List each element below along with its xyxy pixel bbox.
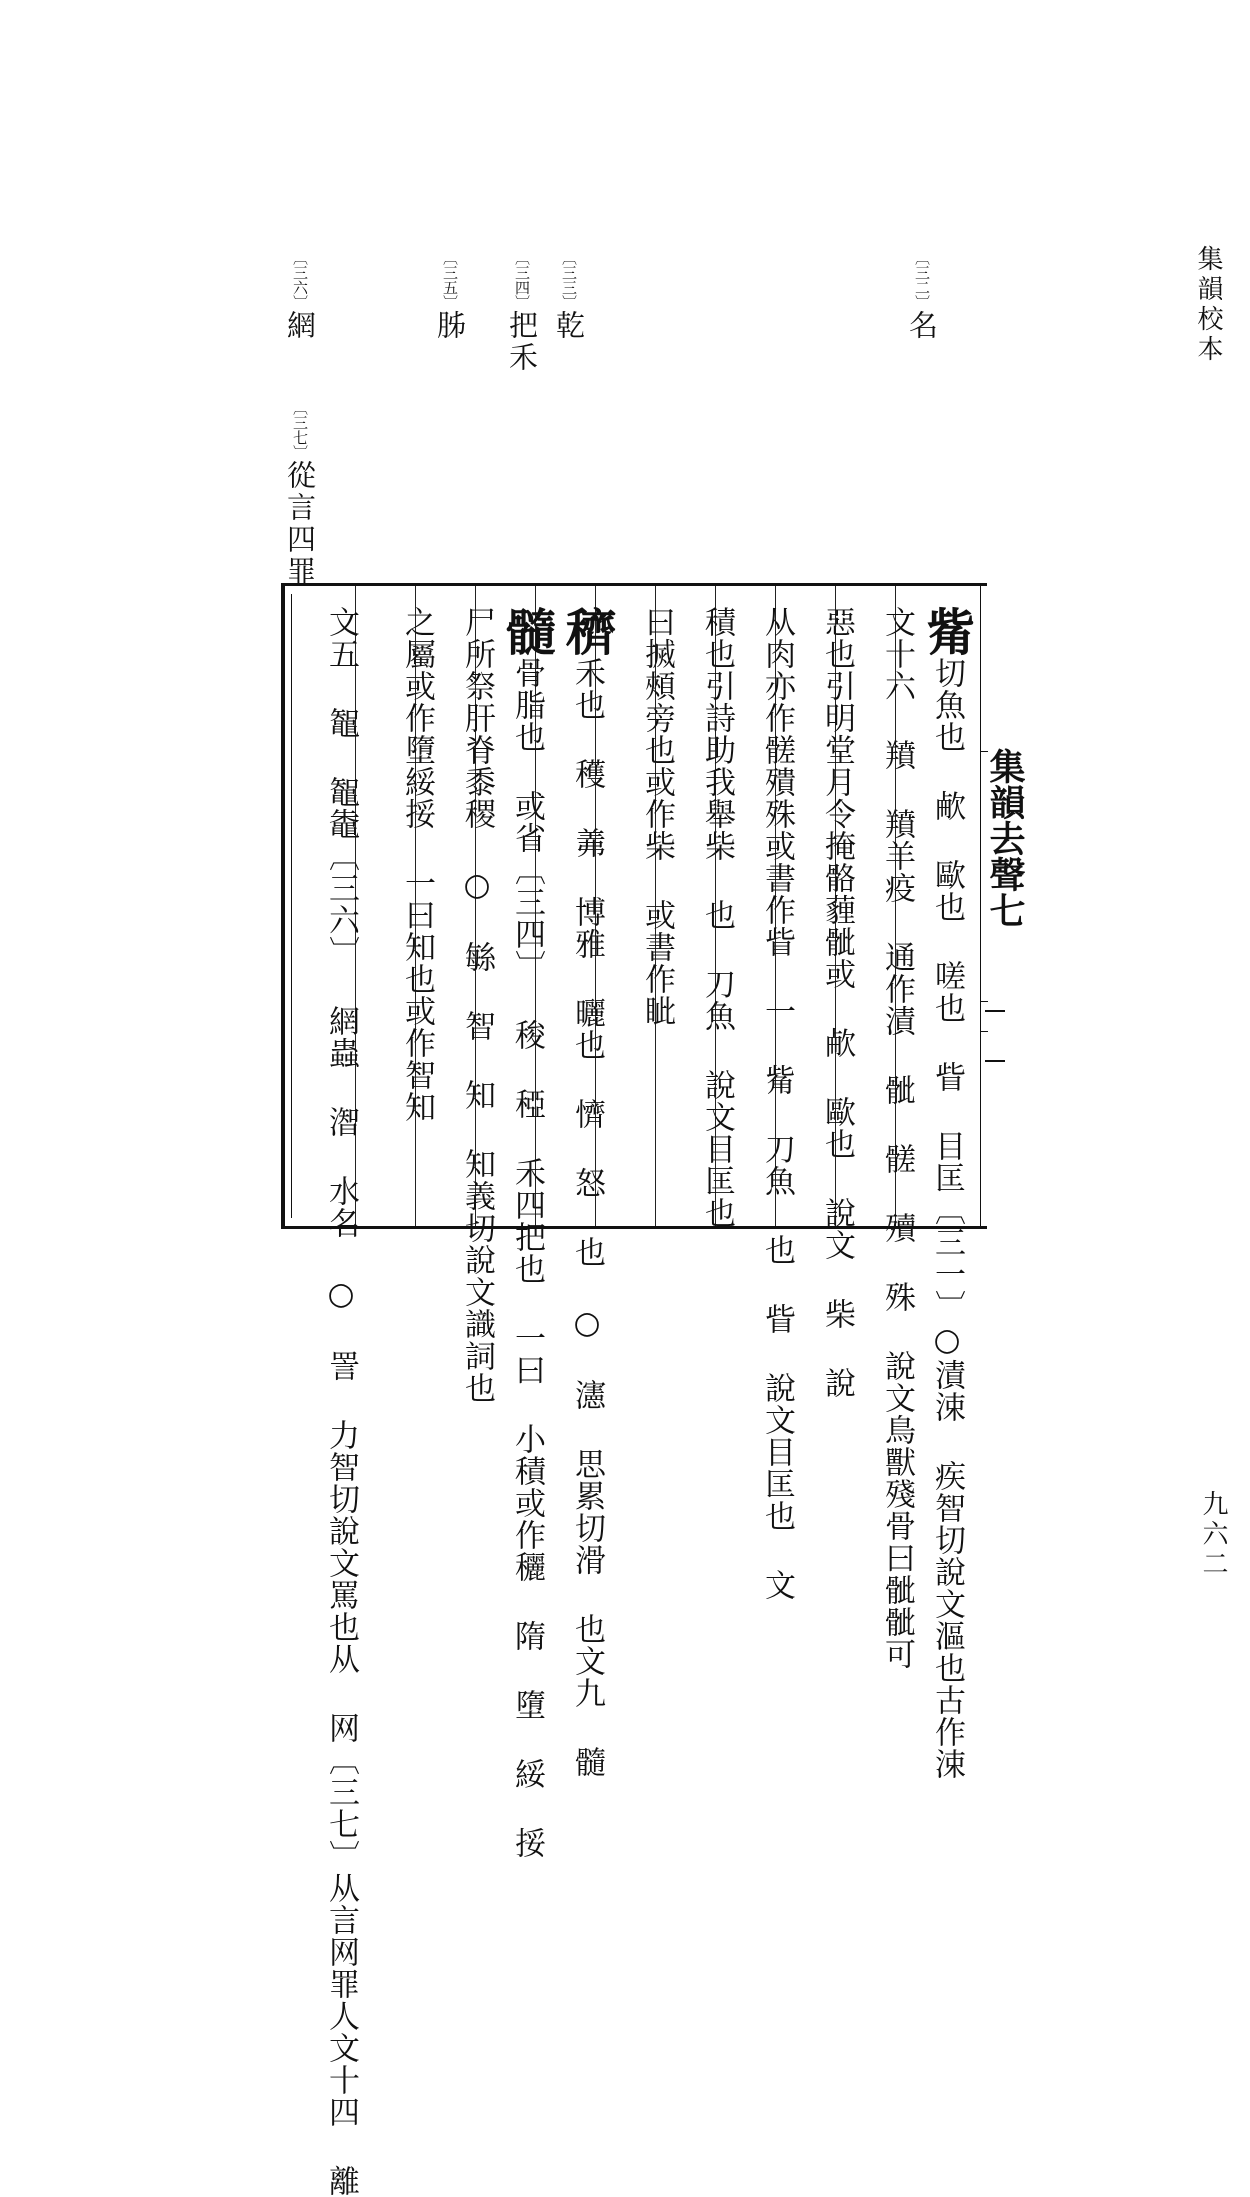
collation-note [905,250,939,342]
running-title: 集韻校本 [1193,245,1223,365]
note-mark: 〔三六〕 [291,250,309,310]
text-column [497,606,557,1859]
column-head: 曰搣 [639,606,675,670]
note-mark: 〔三二〕 [913,250,931,310]
column-rule [595,586,596,1226]
column-rule [475,586,476,1226]
column-head: 惡也 [819,606,855,670]
column-rule [535,586,536,1226]
text-column [917,606,977,1780]
note-mark: 〔三五〕 [441,250,459,310]
column-text: 五 鼅 鼅鼄〔三六〕 網蟲 潪 水名 ○ 詈 力智切說文罵也从 网〔三七〕从言网罪人文十四 離 [323,638,359,2197]
text-column [377,606,437,1211]
column-text: 骨脂也 或省〔三四〕 稄 稏 禾四把也 一曰 小積或作穲 隋 墮 綏 挼 [509,657,545,1859]
column-text: 祭肝脊黍稷 ○ 䋣 智 知 知義切說文識詞也 [459,670,495,1404]
column-text: 引詩助我舉柴 也 刀魚 說文目匡也 [699,670,735,1229]
column-text: 禾也 穫 羛 博雅 曬也 懠 怒 也 ○ 瀗 思累切滑 也文九 髓 [569,657,605,1778]
text-column [857,606,917,1670]
banxin-marks [985,1010,1005,1110]
collation-note [283,250,317,342]
collation-note [552,250,586,342]
column-rule [415,586,416,1226]
note-text: 乾 [552,310,586,342]
column-text: 六 羵 羵羊疫 通作漬 骴 髊 殰 殊 說文鳥獸殘骨曰骴骴可 [879,670,915,1670]
note-text: 把禾 [505,310,539,374]
page-number: 九六二 [1198,1490,1228,1580]
collation-note [283,400,317,588]
collation-note [505,250,539,374]
column-text: 引明堂月令掩骼薶骴或 欳 歐也 說文 柴 說 [819,670,855,1399]
text-column [301,606,361,2197]
text-column [557,606,617,1778]
column-text: 切魚也 欳 歐也 嗟也 眥 目匡〔三一〕○漬涑 疾智切說文漚也古作涑 [929,657,965,1780]
banxin-mark [985,1060,1005,1062]
column-head: 文十 [879,606,915,670]
note-text: 胏 [433,310,467,342]
column-head: 尸所 [459,606,495,670]
column-head: 穧 [558,606,617,657]
text-column [677,606,737,1229]
column-head: 之屬 [399,606,435,670]
column-text: 亦作髊殨殊或書作眥 一 觜 刀魚 也 眥 說文目匡也 文 [759,670,795,1601]
note-text: 網 [283,310,317,342]
column-rule [715,586,716,1226]
column-head: 髓 [498,606,557,657]
text-column [437,606,497,1404]
banxin-label: 集韻去聲七 [984,748,1026,928]
column-rule [355,586,356,1226]
column-rule [655,586,656,1226]
column-rule [835,586,836,1226]
note-mark: 〔三四〕 [513,250,531,310]
column-text: 或作墮綏挼 一曰知也或作智知 [399,670,435,1123]
note-mark: 〔三三〕 [560,250,578,310]
column-head: 文 [323,606,359,638]
note-mark: 〔三七〕 [291,400,309,460]
banxin-mark [985,1010,1005,1012]
fish-tail-tick [981,1001,988,1002]
column-rule [775,586,776,1226]
column-head: 觜 [918,606,977,657]
text-column [737,606,797,1601]
column-text: 頰旁也或作柴 或書作眦 [639,670,675,1027]
collation-note [433,250,467,342]
text-column [797,606,857,1399]
text-column [617,606,677,1211]
note-text: 名 [905,310,939,342]
woodblock-frame [281,583,987,2197]
column-head: 積也 [699,606,735,670]
note-text: 從言四罪 [283,460,317,588]
column-rule [895,586,896,1226]
column-head: 从肉 [759,606,795,670]
